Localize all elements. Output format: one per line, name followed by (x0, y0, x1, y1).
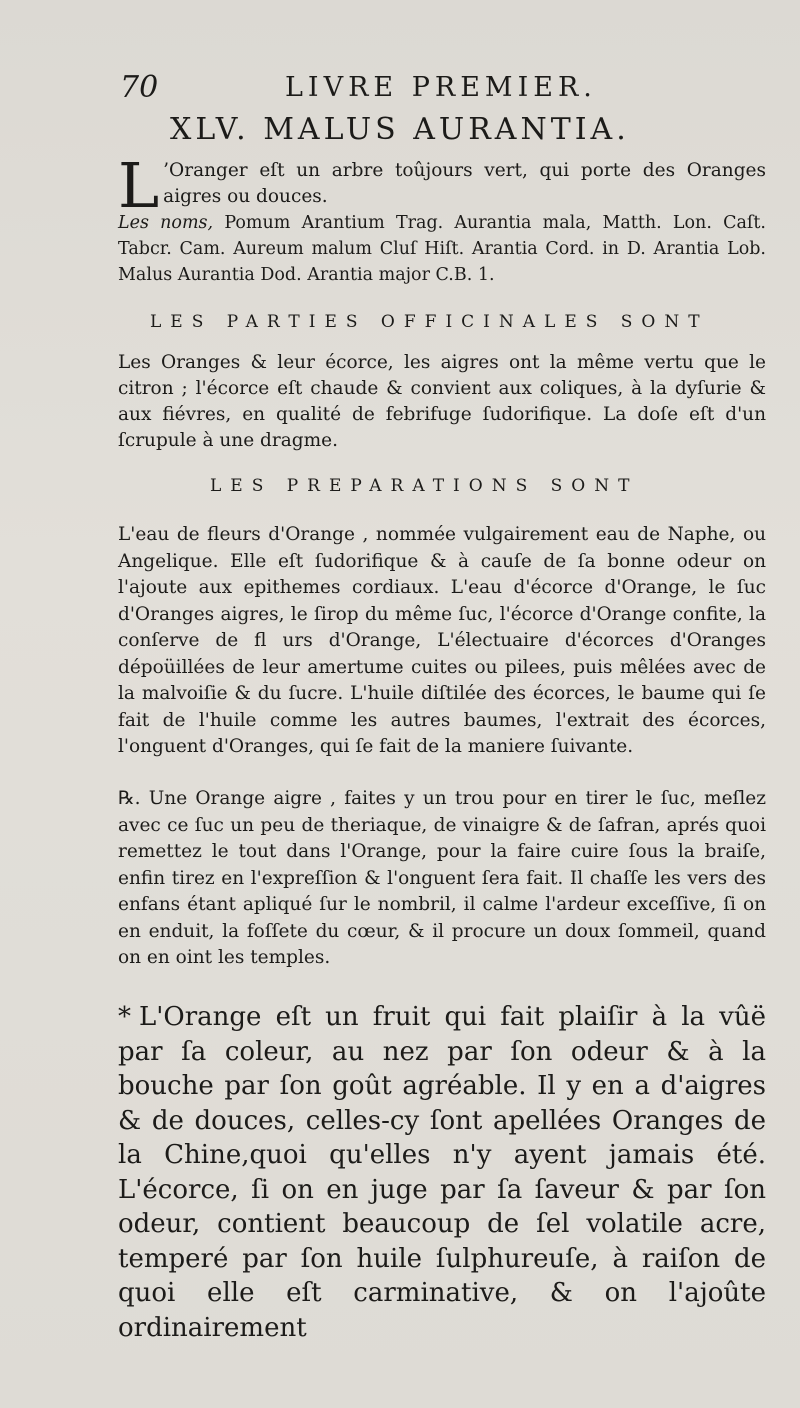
preparations-paragraph: L'eau de fleurs d'Orange , nommée vulgairement eau de Naphe, ou Angelique. Elle eſt ſudorifique & à cauſe de ſa bonne odeur on l'ajoute aux epithemes cordiaux. L'eau d'écorce d'Orange, le ſuc d'Oranges aigres, le ſirop du même ſuc, l'écorce d'Orange confite, la conſerve de fl urs d'Orange, L'électuaire d'écorces d'Oranges dépoüillées de leur amertume cuites ou pilees, puis mêlées avec de la malvoiſie & du ſucre. L'huile diſtilée des écorces, le baume qui ſe fait de l'huile comme les autres baumes, l'extrait des écorces, l'onguent d'Oranges, qui ſe fait de la maniere ſuivante. (118, 524, 766, 757)
intro-paragraph (118, 149, 766, 222)
running-head: LIVRE PREMIER. (285, 72, 597, 103)
section-heading-preparations: LES PREPARATIONS SONT (210, 476, 639, 496)
names-text: Pomum Arantium Trag. Aurantia mala, Matth. Lon. Caſt. Tabcr. Cam. Aureum malum Cluſ Hiſt. Arantia Cord. in D. Arantia Lob. Malus Aurantia Dod. Arantia major C.B. 1. (118, 213, 766, 285)
recipe-paragraph: ℞. Une Orange aigre , faites y un trou pour en tirer le ſuc, meſlez avec ce ſuc un peu de theriaque, de vinaigre & de ſafran, aprés quoi remettez le tout dans l'Orange, pour la faire cuire ſous la braiſe, enfin tirez en l'expreſſion & l'onguent ſera fait. Il chaſſe les vers des enfans étant apliqué ſur le nombril, il calme l'ardeur exceſſive, ſi on en enduit, la foſſete du cœur, & il procure un doux ſommeil, quand on en oint les temples. (118, 788, 766, 968)
intro-text: ’Oranger eſt un arbre toûjours vert, qui porte des Oranges aigres ou douces. (163, 160, 766, 207)
commentary-text: L'Orange eſt un fruit qui fait plaiſir à la vûë par ſa coleur, au nez par ſon odeur & à la bouche par ſon goût agréable. Il y en a d'aigres & de douces, celles-cy ſont apellées Oranges de la Chine,quoi qu'elles n'y ayent jamais été. L'écorce, ſi on en juge par ſa ſaveur & par ſon odeur, contient beaucoup de ſel volatile acre, temperé par ſon huile ſulphureuſe, à raiſon de quoi elle eſt carminative, & on l'ajoûte ordinairement (118, 1002, 766, 1343)
names-label: Les noms, (118, 213, 214, 233)
chapter-title: XLV. MALUS AURANTIA. (170, 112, 630, 147)
section-heading-parties: LES PARTIES OFFICINALES SONT (150, 312, 709, 332)
asterisk-mark: * (118, 1002, 131, 1032)
names-paragraph (118, 210, 766, 288)
page-header (120, 70, 780, 110)
parties-paragraph: Les Oranges & leur écorce, les aigres ont la même vertu que le citron ; l'écorce eſt chaude & convient aux coliques, à la dyſurie & aux fiévres, en qualité de febrifuge ſudorifique. La doſe eſt d'un ſcrupule à une dragme. (118, 352, 766, 451)
page-number: 70 (120, 70, 159, 105)
commentary-paragraph (118, 1000, 766, 1345)
drop-cap: L (118, 149, 160, 222)
